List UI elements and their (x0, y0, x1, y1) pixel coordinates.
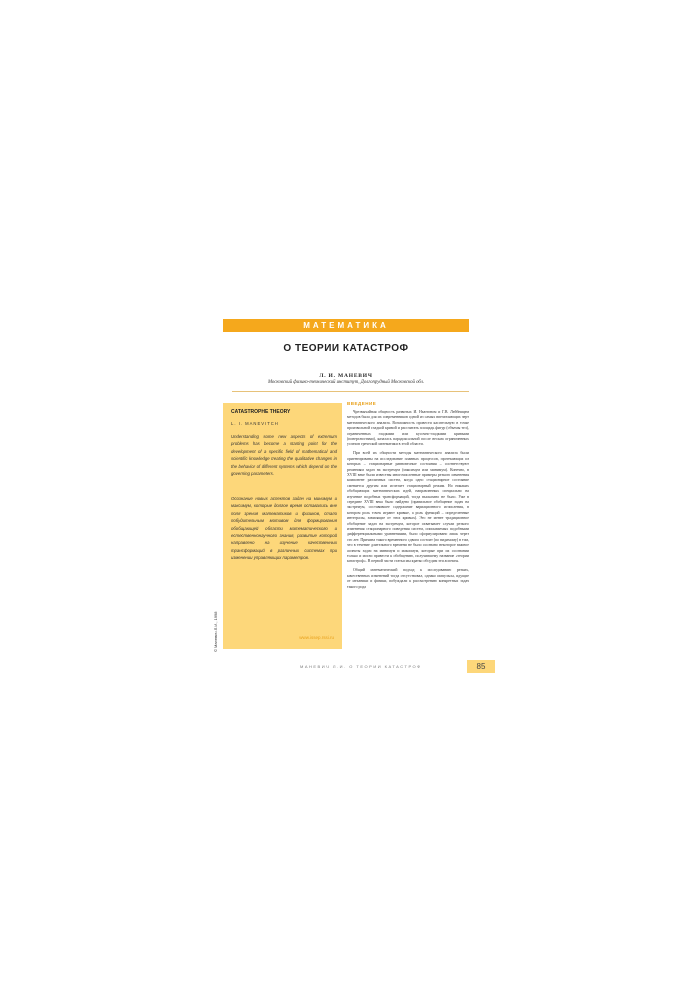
page-number: 85 (467, 660, 495, 673)
article-author: Л. И. МАНЕВИЧ (319, 373, 373, 379)
abstract-english: Understanding some new aspects of extremum problems has become a starting point for the development of a specific field of mathematical and scientific knowledge treating the qualitative changes in the behavior of different systems which depend on the governing parameters. (231, 434, 337, 477)
article-body (347, 410, 469, 656)
author-affiliation: Московский физико-технический институт, Долгопрудный Московской обл. (267, 380, 425, 385)
article-title: О ТЕОРИИ КАТАСТРОФ (283, 343, 409, 354)
abstract-sidebar (223, 403, 342, 649)
english-author: L. I. MANEVITCH (231, 421, 279, 426)
copyright-note: © Маневич Л.И., 1998 (213, 611, 218, 652)
english-title: CATASTROPHE THEORY (231, 409, 291, 415)
section-heading-intro: ВВЕДЕНИЕ (347, 401, 377, 406)
section-banner: МАТЕМАТИКА (223, 319, 469, 332)
abstract-russian: Осознание новых аспектов задач на минимум и максимум, которые долгое время оставались вне поля зрения математиков и физиков, стало побудительным мотивом для формирования обобщающей области математического и естественнонаучного знания, развитие которой направлено на изучение качественных трансформаций в различных системах при изменении управляющих параметров. (231, 496, 337, 561)
running-footer: МАНЕВИЧ Л.И. О ТЕОРИИ КАТАСТРОФ (300, 664, 422, 669)
body-paragraph: При всей их общности методы математического анализа были ориентированы на исследование плавных процессов, протекающих из которых – стационарные равновесные состояния – соответствуют решениям задач на экстремум (максимум или минимум). Конечно, в XVIII веке были известны многочисленные примеры резкого изменения компонент различных систем, когда одно стационарное состояние сменяется другим или исчезает стационарный режим. Но никаких обобщающих математических идей, направленных специально на изучение подобных трансформаций, тогда высказано не было. Уже в середине XVIII века было найдено (правильное обобщение задач на экстремум, составившее содержание вариационного исчисления, в котором роль точек играют кривые, а роль функций – определенные интегралы, зависящие от этих кривых). Это не менее традиционное обобщение задач на экстремум, которое охватывает случаи резкого изменения стационарного поведения систем, описываемых подобными дифференциальными уравнениями, было сформулировано лишь через сто лет. Причина такого временного сдвига состоит (по видимому) в том, что в течение длительного времени не было осознано некоторое важное аспекты задач на минимум и максимум, которые при их осознании только и могли привести к обобщению, получившему название «теории катастроф». В первой части статьи мы кратко обсудим эти аспекты. (347, 451, 469, 564)
body-paragraph: Общий математический подход к исследованию резких, качественных изменений тогда отсутствовал, однако импульсы, идущие от механики и физики, побуждали к рассмотрению конкретных задач такого рода (347, 568, 469, 589)
header-divider (232, 391, 469, 392)
body-paragraph: Чрезвычайная общность развитых И. Ньютоном и Г.В. Лейбницем методов была для их современников одной из самых впечатляющих черт математического анализа. Возможность провести касательную в точке произвольной гладкой кривой и рассчитать площадь фигур (объемы тел), ограниченных гладкими или кусочно-гладкими кривыми (поверхностями), казалась парадоксальной после весьма ограниченных успехов греческой математики в этой области. (347, 410, 469, 447)
journal-url-link[interactable]: www.issep.rssi.ru (299, 635, 334, 640)
